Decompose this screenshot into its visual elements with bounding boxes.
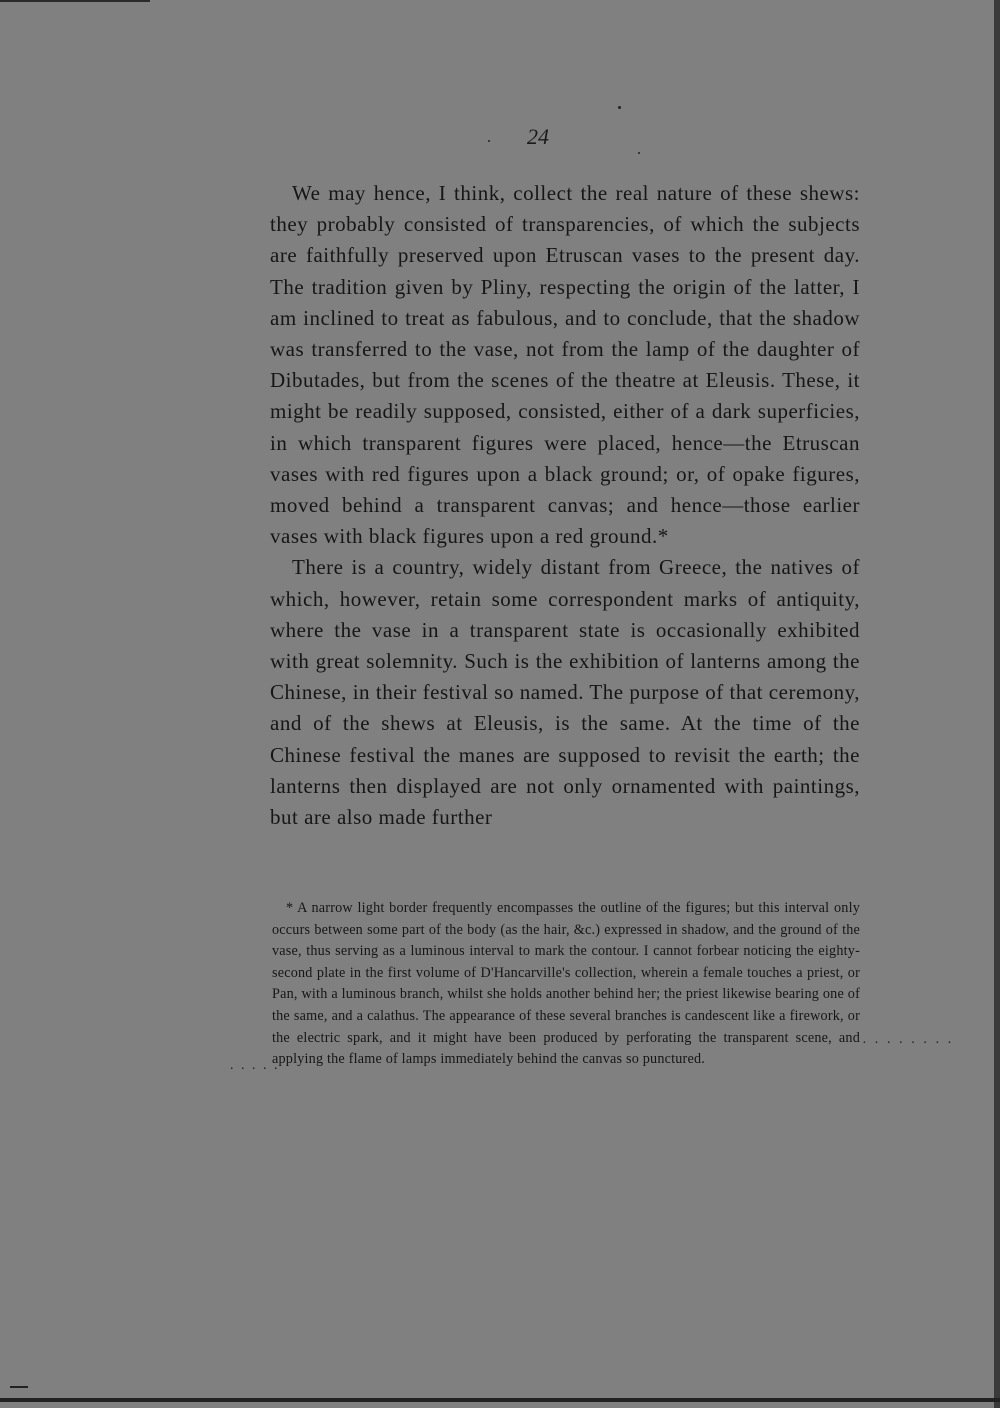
footnote bbox=[272, 898, 860, 1071]
paper-speck bbox=[638, 152, 640, 154]
footnote-text: * A narrow light border frequently encompasses the outline of the figures; but this interval only occurs between some part of the body (as the hair, &c.) expressed in shadow, and the ground of the vase, thus serving as a luminous interval to mark the contour. I cannot forbear noticing the eighty-second plate in the first volume of D'Hancarville's collection, wherein a female touches a priest, or Pan, with a luminous branch, whilst she holds another behind her; the priest likewise bearing one of the same, and a calathus. The appearance of these several branches is candescent like a firework, or the electric spark, and it might have been produced by perforating the transparent scene, and applying the flame of lamps immediately behind the canvas so punctured. bbox=[272, 900, 860, 1068]
paper-speck bbox=[488, 140, 490, 142]
page-number: 24 bbox=[527, 124, 549, 149]
margin-dots-right: · · · · · · · · bbox=[862, 1036, 954, 1051]
margin-dots-left: . . . . . bbox=[230, 1058, 280, 1073]
right-page-edge bbox=[994, 0, 1000, 1408]
bottom-edge-rule bbox=[0, 1398, 1000, 1402]
top-edge-rule bbox=[0, 0, 150, 2]
main-text bbox=[270, 178, 860, 833]
paragraph: There is a country, widely distant from Greece, the natives of which, however, retain some correspondent marks of antiquity, where the vase in a transparent state is occasionally exhibited with great solemnity. Such is the exhibition of lanterns among the Chinese, in their festival so named. The purpose of that ceremony, and of the shews at Eleusis, is the same. At the time of the Chinese festival the manes are supposed to revisit the earth; the lanterns then displayed are not only ornamented with paintings, but are also made further bbox=[270, 555, 860, 830]
bottom-edge-mark bbox=[10, 1386, 28, 1388]
paper-speck bbox=[618, 106, 621, 109]
paragraph: We may hence, I think, collect the real nature of these shews: they probably consisted of transparencies, of which the subjects are faithfully preserved upon Etruscan vases to the present day. The tradition given by Pliny, respecting the origin of the latter, I am inclined to treat as fabulous, and to conclude, that the shadow was transferred to the vase, not from the lamp of the daughter of Dibutades, but from the scenes of the theatre at Eleusis. These, it might be readily supposed, consisted, either of a dark superficies, in which transparent figures were placed, hence—the Etruscan vases with red figures upon a black ground; or, of opake figures, moved behind a transparent canvas; and hence—those earlier vases with black figures upon a red ground.* bbox=[270, 181, 860, 549]
